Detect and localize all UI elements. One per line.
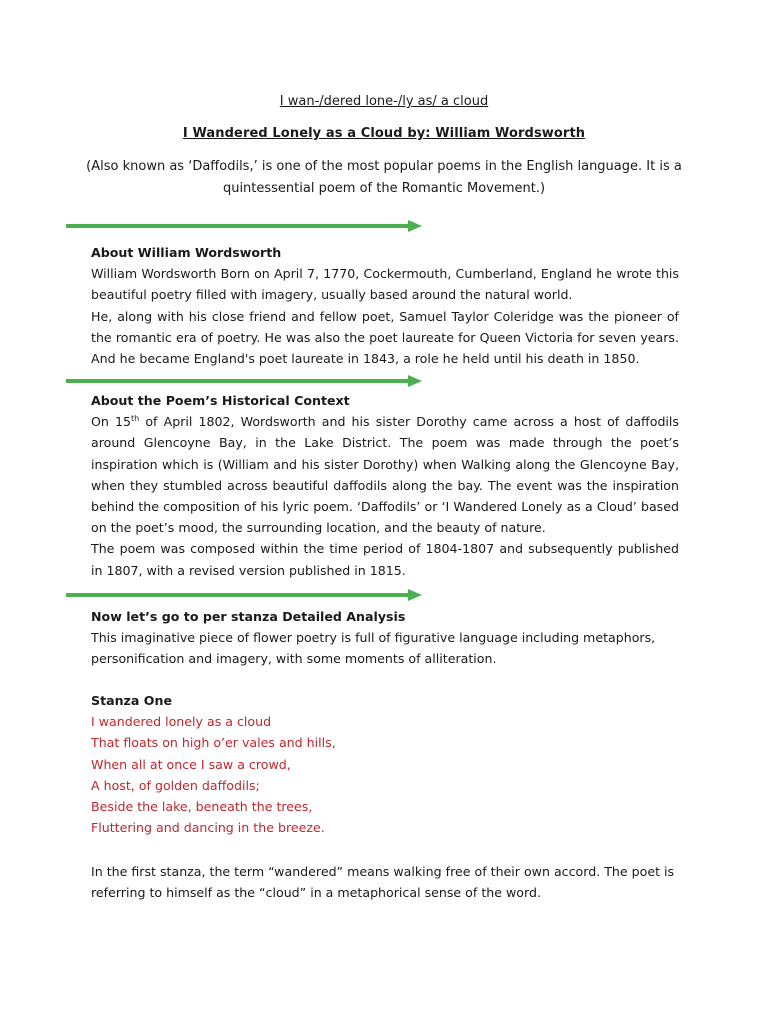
arrow-head — [408, 375, 422, 387]
subtitle: (Also known as ‘Daffodils,’ is one of the most popular poems in the English language. It is a quintessential poem of the Romantic Movement.) — [86, 159, 682, 196]
scansion-line: I wan-/dered lone-/ly as/ a cloud — [279, 94, 489, 109]
about-author-section — [91, 242, 679, 369]
section-heading: Now let’s go to per stanza Detailed Analysis — [91, 609, 406, 624]
poem-line: Beside the lake, beneath the trees, — [91, 799, 313, 815]
historical-context-section — [91, 390, 679, 581]
arrow-head — [408, 589, 422, 601]
section-heading: Stanza One — [91, 693, 172, 708]
stanza-one-commentary: In the first stanza, the term “wandered” means walking free of their own accord. The poet is referring to himself as the “cloud” in a metaphorical sense of the word. — [91, 864, 675, 901]
poem-line: A host, of golden daffodils; — [91, 777, 260, 793]
paragraph: He, along with his close friend and fellow poet, Samuel Taylor Coleridge was the pioneer of the romantic era of poetry. He was also the poet laureate for Queen Victoria for seven years. And he became England's poet laureate in 1843, a role he held until his death in 1850. — [91, 308, 679, 367]
poem-line: I wandered lonely as a cloud — [91, 714, 272, 730]
page-title: I Wandered Lonely as a Cloud by: William Wordsworth — [182, 126, 586, 141]
poem-line: That floats on high o’er vales and hills, — [91, 735, 336, 751]
green-arrow-divider — [66, 219, 422, 233]
arrow-head — [408, 220, 422, 232]
paragraph: The poem was composed within the time period of 1804-1807 and subsequently published in 1807, with a revised version published in 1815. — [91, 541, 679, 578]
paragraph: On 15th of April 1802, Wordsworth and his sister Dorothy came across a host of daffodils around Glencoyne Bay, in the Lake District. The poem was made through the poet’s inspiration which is (William and his sister Dorothy) when Walking along the Glencoyne Bay, when they stumbled across beautiful daffodils along the bay. The event was the inspiration behind the composition of his lyric poem. ‘Daffodils’ or ‘I Wandered Lonely as a Cloud’ based on the poet’s mood, the surrounding location, and the beauty of nature. — [91, 414, 679, 536]
section-heading: About the Poem’s Historical Context — [91, 393, 350, 408]
stanza-one-section — [91, 690, 679, 838]
green-arrow-divider — [66, 374, 422, 388]
analysis-section — [91, 606, 679, 670]
paragraph: This imaginative piece of flower poetry is full of figurative language including metaphors, personification and imagery, with some moments of alliteration. — [91, 630, 656, 667]
poem-line: When all at once I saw a crowd, — [91, 756, 291, 772]
section-heading: About William Wordsworth — [91, 245, 282, 260]
poem-line: Fluttering and dancing in the breeze. — [91, 820, 325, 836]
green-arrow-divider — [66, 588, 422, 602]
paragraph: William Wordsworth Born on April 7, 1770, Cockermouth, Cumberland, England he wrote this beautiful poetry filled with imagery, usually based around the natural world. — [91, 266, 679, 303]
